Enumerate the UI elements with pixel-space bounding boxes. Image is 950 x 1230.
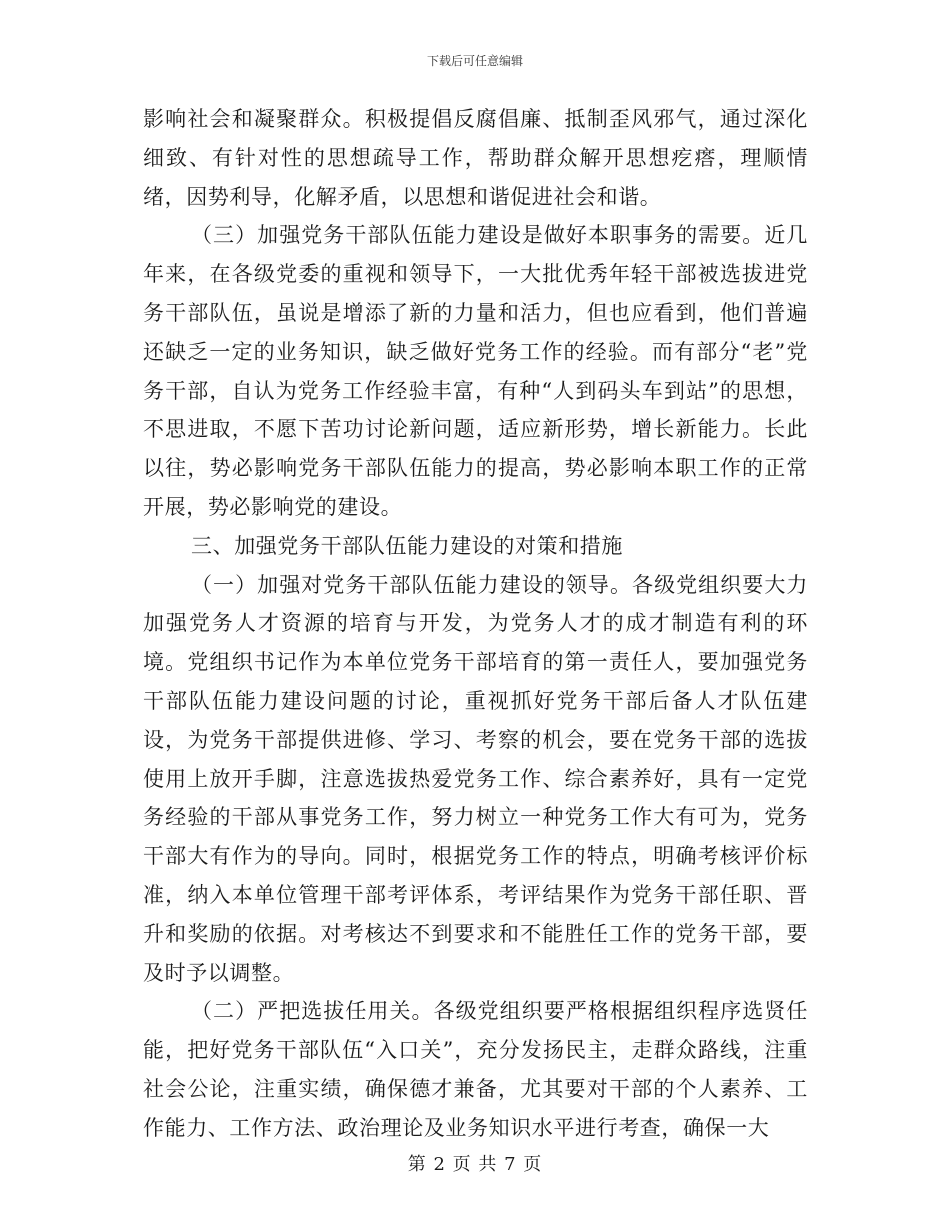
paragraph-subsection-2: （二）严把选拔任用关。各级党组织要严格根据组织程序选贤任能，把好党务干部队伍“入口关”，充分发扬民主，走群众路线，注重社会公论，注重实绩，确保德才兼备，尤其要对干部的个人素养、工作能力、工作方法、政治理论及业务知识水平进行考查，确保一大: [143, 999, 808, 1140]
heading-countermeasures: 三、加强党务干部队伍能力建设的对策和措施: [191, 533, 623, 558]
paragraph-subsection-1: （一）加强对党务干部队伍能力建设的领导。各级党组织要大力加强党务人才资源的培育与开发，为党务人才的成才制造有利的环境。党组织书记作为本单位党务干部培育的第一责任人，要加强党务干部队伍能力建设问题的讨论，重视抓好党务干部后备人才队伍建设，为党务干部提供进修、学习、考察的机会，要在党务干部的选拔使用上放开手脚，注意选拔热爱党务工作、综合素养好，具有一定党务经验的干部从事党务工作，努力树立一种党务工作大有可为，党务干部大有作为的导向。同时，根据党务工作的特点，明确考核评价标准，纳入本单位管理干部考评体系，考评结果作为党务干部任职、晋升和奖励的依据。对考核达不到要求和不能胜任工作的党务干部，要及时予以调整。: [143, 572, 808, 985]
paragraph-section-3: （三）加强党务干部队伍能力建设是做好本职事务的需要。近几年来，在各级党委的重视和领导下，一大批优秀年轻干部被选拔进党务干部队伍，虽说是增添了新的力量和活力，但也应看到，他们普遍还缺乏一定的业务知识，缺乏做好党务工作的经验。而有部分“老”党务干部，自认为党务工作经验丰富，有种“人到码头车到站”的思想，不思进取，不愿下苦功讨论新问题，适应新形势，增长新能力。长此以往，势必影响党务干部队伍能力的提高，势必影响本职工作的正常开展，势必影响党的建设。: [143, 223, 808, 519]
paragraph-continuation: 影响社会和凝聚群众。积极提倡反腐倡廉、抵制歪风邪气，通过深化细致、有针对性的思想疏导工作，帮助群众解开思想疙瘩，理顺情绪，因势利导，化解矛盾，以思想和谐促进社会和谐。: [143, 107, 808, 209]
document-body: [143, 100, 808, 1148]
page-header: 下载后可任意编辑: [426, 54, 523, 68]
page-number: 第 2 页 共 7 页: [407, 1154, 543, 1175]
